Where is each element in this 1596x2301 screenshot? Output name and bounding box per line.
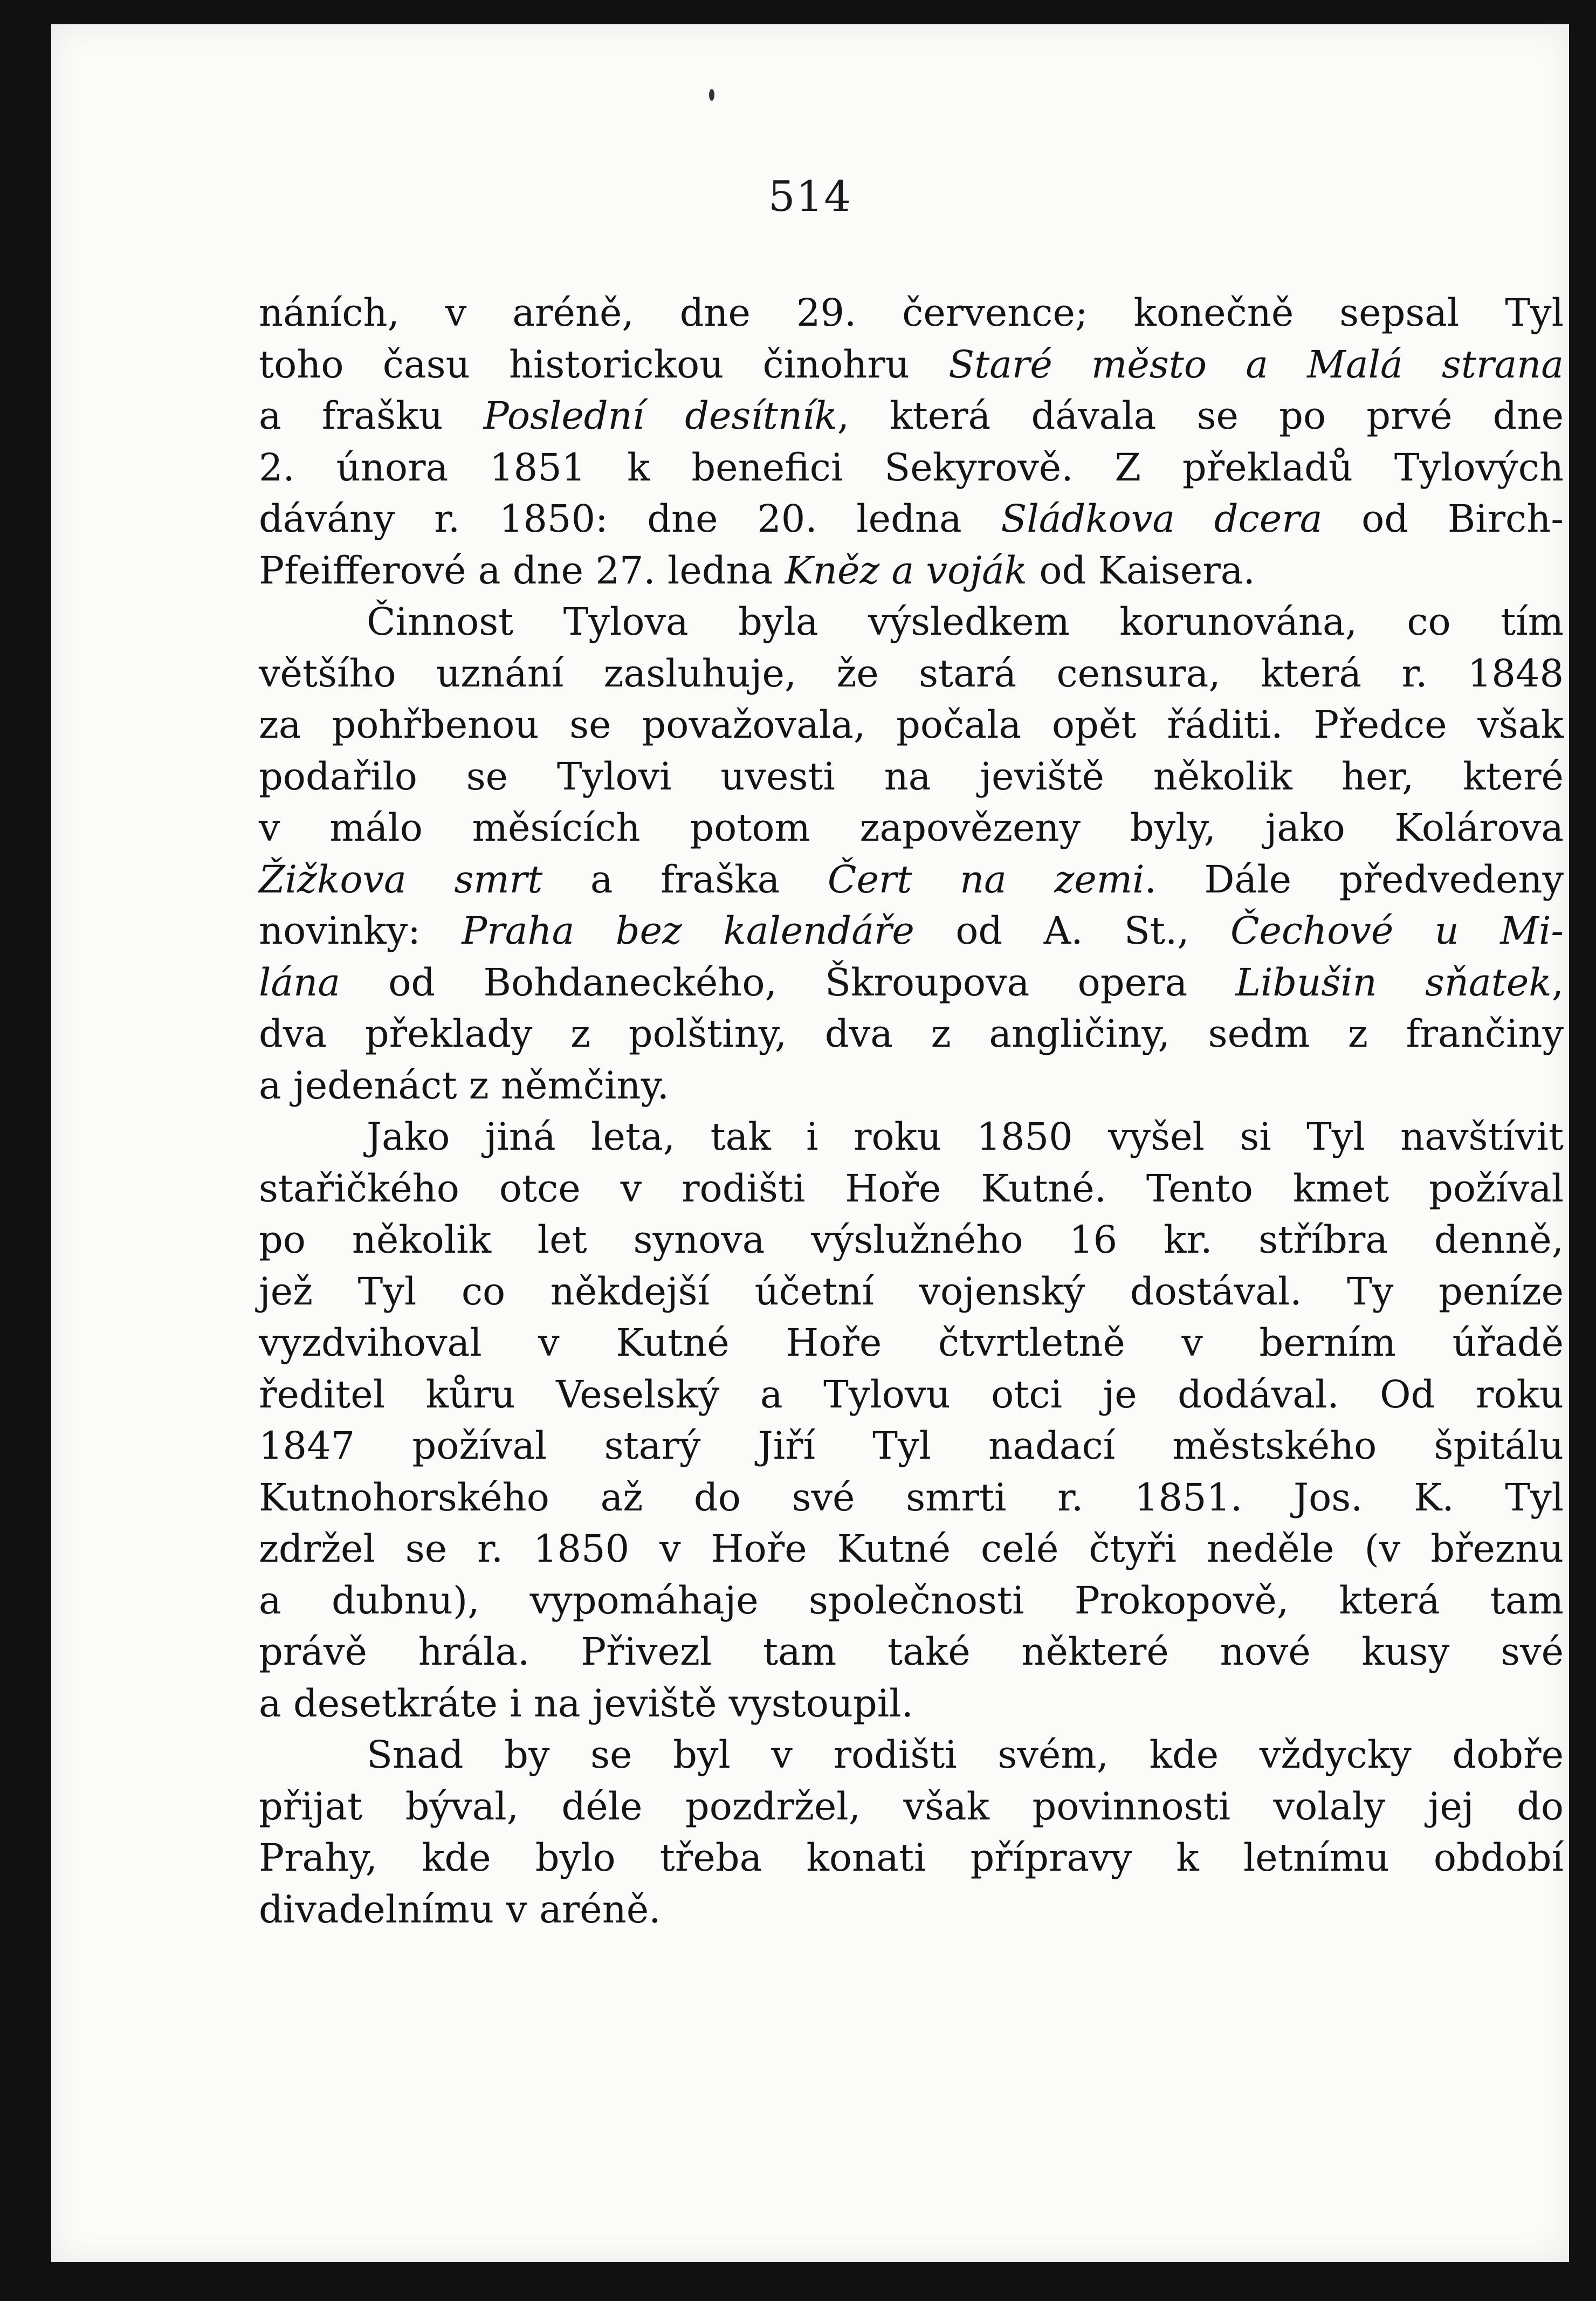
text-segment: . Dále předvedeny [1144,857,1564,902]
text-segment: od Bohdaneckého, Škroupova opera [340,960,1236,1005]
text-segment: zdržel se r. 1850 v Hoře Kutné celé čtyři neděle (v březnu [259,1527,1564,1571]
text-segment: dva překlady z polštiny, dva z angličiny, sedm z frančiny [259,1012,1564,1056]
italic-title-segment: Kněz a voják [785,548,1028,593]
text-segment: ředitel kůru Veselský a Tylovu otci je dodával. Od roku [259,1372,1564,1417]
text-line [259,339,1564,391]
text-line [259,1369,1564,1421]
text-segment: 1847 požíval starý Jiří Tyl nadací městského špitálu [259,1424,1564,1468]
text-segment: a fraška [542,857,828,902]
text-segment: a desetkráte i na jeviště vystoupil. [259,1681,913,1726]
text-line [259,442,1564,494]
text-segment: podařilo se Tylovi uvesti na jeviště několik her, které [259,754,1564,799]
text-segment: náních, v aréně, dne 29. července; konečně sepsal Tyl [259,291,1564,335]
italic-title-segment: lána [259,960,340,1005]
text-line [259,545,1564,597]
text-segment: v málo měsících potom zapovězeny byly, jako Kolárova [259,806,1564,850]
text-segment: jež Tyl co někdejší účetní vojenský dostával. Ty peníze [259,1269,1564,1314]
text-segment: a frašku [259,394,484,438]
text-line [259,493,1564,545]
text-segment: stařičkého otce v rodišti Hoře Kutné. Tento kmet požíval [259,1166,1564,1211]
text-line [259,1266,1564,1318]
text-segment: právě hrála. Přivezl tam také některé nové kusy své [259,1630,1564,1674]
text-segment: Činnost Tylova byla výsledkem korunována, co tím [367,600,1564,644]
text-segment: přijat býval, déle pozdržel, však povinnosti volaly jej do [259,1784,1564,1829]
text-line [259,1163,1564,1215]
text-line [259,1523,1564,1575]
italic-title-segment: Libušin sňatek [1235,960,1552,1005]
text-segment: , [1551,960,1564,1005]
text-line [259,1575,1564,1627]
text-segment: Pfeifferové a dne 27. ledna [259,548,785,593]
text-segment: Snad by se byl v rodišti svém, kde vždycky dobře [367,1733,1564,1777]
text-line [259,1626,1564,1678]
text-segment: 2. února 1851 k benefici Sekyrově. Z překladů Tylových [259,445,1564,490]
text-segment: toho času historickou činohru [259,342,949,387]
text-segment: za pohřbenou se považovala, počala opět řáditi. Předce však [259,703,1564,747]
ink-speck [709,89,714,101]
text-line [259,1214,1564,1266]
book-page [51,24,1569,2262]
text-line [259,1060,1564,1112]
italic-title-segment: Žižkova smrt [259,857,543,902]
text-segment: a dubnu), vypomáhaje společnosti Prokopově, která tam [259,1578,1564,1623]
text-segment: , která dávala se po prvé dne [837,394,1564,438]
page-number: 514 [768,173,852,221]
text-segment: většího uznání zasluhuje, že stará censura, která r. 1848 [259,651,1564,696]
text-line [259,1729,1564,1781]
text-segment: novinky: [259,909,462,953]
text-line [259,751,1564,803]
italic-title-segment: Čechové u Mi- [1230,909,1564,953]
text-line [259,1781,1564,1833]
text-segment: od Birch- [1322,497,1564,541]
text-line [259,957,1564,1009]
text-line [259,699,1564,751]
text-line [259,905,1564,957]
text-segment: Prahy, kde bylo třeba konati přípravy k letnímu období [259,1836,1564,1880]
text-line [259,802,1564,854]
text-line [259,287,1564,339]
italic-title-segment: Praha bez kalendáře [462,909,914,953]
text-line [259,1884,1564,1936]
text-line [259,1678,1564,1730]
text-line [259,1472,1564,1524]
text-segment: divadelnímu v aréně. [259,1887,661,1932]
text-line [259,1111,1564,1163]
text-segment: po několik let synova výslužného 16 kr. stříbra denně, [259,1218,1564,1262]
text-segment: a jedenáct z němčiny. [259,1063,669,1108]
text-line [259,390,1564,442]
text-line [259,1420,1564,1472]
italic-title-segment: Poslední desítník [483,394,837,438]
text-line [259,854,1564,906]
text-segment: od A. St., [914,909,1230,953]
text-segment: Kutnohorského až do své smrti r. 1851. Jos. K. Tyl [259,1475,1564,1520]
text-segment: Jako jiná leta, tak i roku 1850 vyšel si Tyl navštívit [367,1115,1564,1159]
italic-title-segment: Sládkova dcera [1001,497,1323,541]
text-line [259,596,1564,648]
text-segment: od Kaisera. [1027,548,1255,593]
italic-title-segment: Čert na zemi [827,857,1145,902]
text-line [259,1317,1564,1369]
italic-title-segment: Staré město a Malá strana [948,342,1564,387]
text-line [259,1008,1564,1060]
text-segment: dávány r. 1850: dne 20. ledna [259,497,1001,541]
text-line [259,1832,1564,1884]
body-text [259,287,1564,1935]
text-segment: vyzdvihoval v Kutné Hoře čtvrtletně v berním úřadě [259,1321,1564,1365]
text-line [259,648,1564,700]
